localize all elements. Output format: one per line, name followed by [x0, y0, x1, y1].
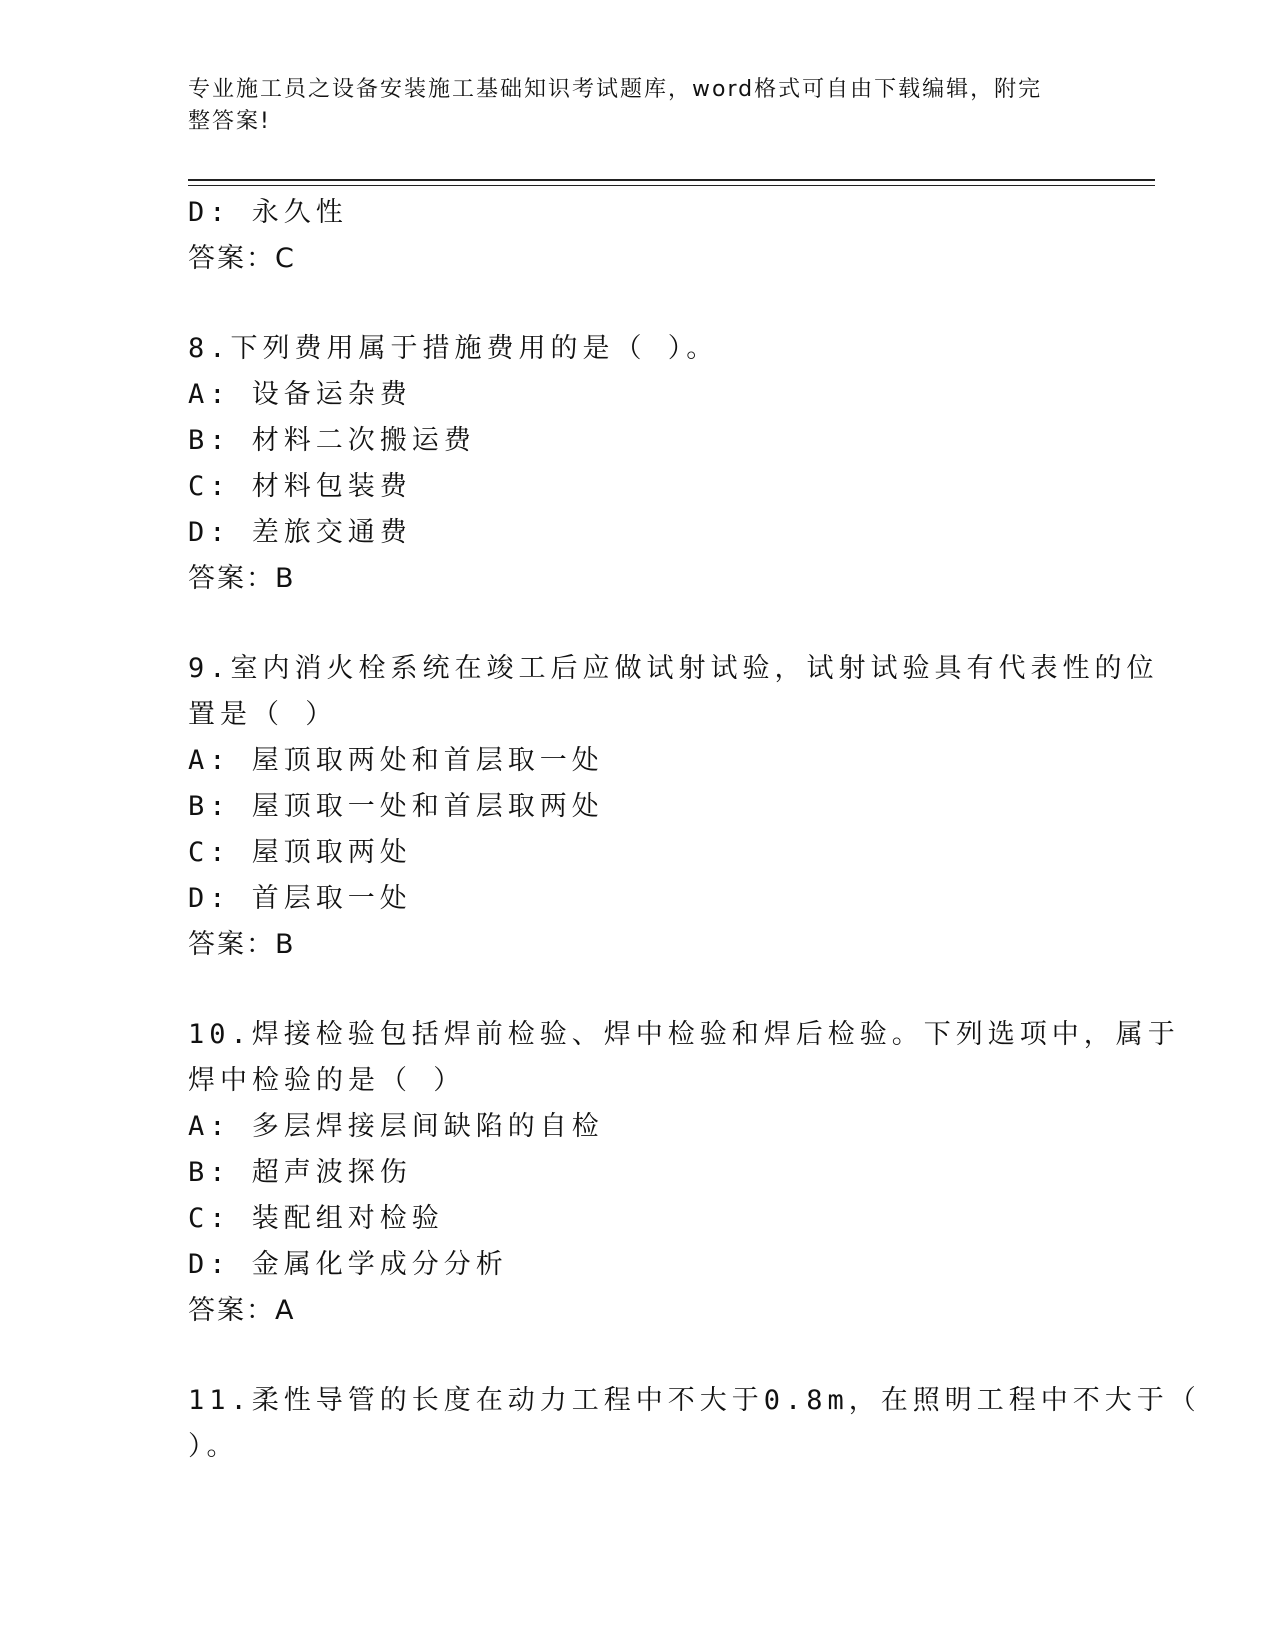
option-b: B: 材料二次搬运费	[188, 425, 476, 456]
question-stem-line-2: ）。	[188, 1431, 239, 1462]
option-b: B: 超声波探伤	[188, 1157, 412, 1188]
question-7-tail	[188, 190, 1088, 282]
spacer	[188, 282, 1088, 326]
header-divider-thin	[188, 185, 1155, 186]
answer-line: 答案：B	[188, 563, 296, 594]
header-divider-thick	[188, 179, 1155, 181]
question-list	[188, 190, 1201, 1470]
question-8	[188, 326, 1088, 602]
question-9	[188, 646, 1159, 968]
document-header	[188, 74, 1068, 138]
question-stem-line-2: 置是（ ）	[188, 699, 338, 730]
answer-line: 答案：B	[188, 929, 296, 960]
option-a: A: 设备运杂费	[188, 379, 412, 410]
question-10	[188, 1012, 1180, 1334]
header-line-2: 整答案!	[188, 109, 271, 134]
question-stem-line-1: 10.焊接检验包括焊前检验、焊中检验和焊后检验。下列选项中，属于	[188, 1019, 1180, 1050]
option-d: D: 永久性	[188, 197, 348, 228]
spacer	[188, 1334, 1088, 1378]
answer-line: 答案：C	[188, 243, 296, 274]
option-d: D: 差旅交通费	[188, 517, 412, 548]
option-c: C: 装配组对检验	[188, 1203, 444, 1234]
question-stem-line-2: 焊中检验的是（ ）	[188, 1065, 466, 1096]
answer-line: 答案：A	[188, 1295, 296, 1326]
question-stem-line-1: 9.室内消火栓系统在竣工后应做试射试验，试射试验具有代表性的位	[188, 653, 1159, 684]
option-c: C: 材料包装费	[188, 471, 412, 502]
option-d: D: 首层取一处	[188, 883, 412, 914]
question-11	[188, 1378, 1201, 1470]
option-d: D: 金属化学成分分析	[188, 1249, 508, 1280]
question-stem: 8.下列费用属于措施费用的是（ ）。	[188, 333, 719, 364]
spacer	[188, 602, 1088, 646]
header-line-1: 专业施工员之设备安装施工基础知识考试题库，word格式可自由下载编辑，附完	[188, 77, 1043, 102]
option-a: A: 多层焊接层间缺陷的自检	[188, 1111, 604, 1142]
option-c: C: 屋顶取两处	[188, 837, 412, 868]
option-b: B: 屋顶取一处和首层取两处	[188, 791, 604, 822]
question-stem-line-1: 11.柔性导管的长度在动力工程中不大于0.8m，在照明工程中不大于（	[188, 1385, 1201, 1416]
spacer	[188, 968, 1088, 1012]
option-a: A: 屋顶取两处和首层取一处	[188, 745, 604, 776]
